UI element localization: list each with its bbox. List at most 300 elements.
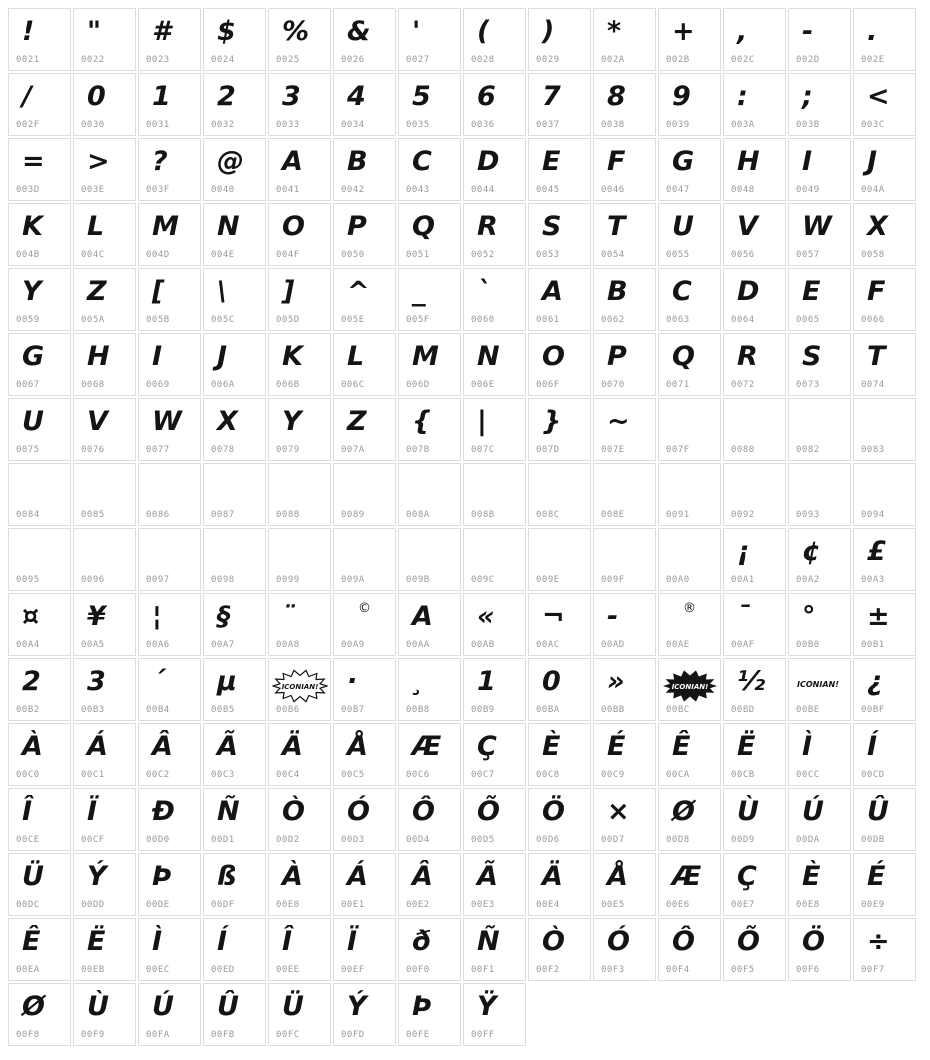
glyph-cell-00A4[interactable] (8, 593, 71, 656)
glyph: Þ (152, 861, 173, 892)
glyph-cell-007F[interactable] (658, 398, 721, 461)
glyph-cell-00F7[interactable] (853, 918, 916, 981)
glyph (217, 529, 263, 575)
glyph-cell-00D1[interactable] (203, 788, 266, 851)
glyph: Ú (152, 991, 174, 1022)
glyph-cell-009C[interactable] (463, 528, 526, 591)
glyph-cell-0058[interactable] (853, 203, 916, 266)
glyph-cell-00B1[interactable] (853, 593, 916, 656)
glyph-cell-003B[interactable] (788, 73, 851, 136)
glyph-cell-0021[interactable] (8, 8, 71, 71)
glyph: ± (867, 601, 890, 632)
glyph-cell-0061[interactable] (528, 268, 591, 331)
glyph-cell-00DF[interactable] (203, 853, 266, 916)
glyph-cell-0044[interactable] (463, 138, 526, 201)
codepoint-label: 0056 (731, 250, 755, 260)
codepoint-label: 009F (601, 575, 625, 585)
glyph-cell-00CA[interactable] (658, 723, 721, 786)
codepoint-label: 00A7 (211, 640, 235, 650)
glyph-cell-009B[interactable] (398, 528, 461, 591)
glyph-cell-00E3[interactable] (463, 853, 526, 916)
glyph-cell-007A[interactable] (333, 398, 396, 461)
codepoint-label: 009C (471, 575, 495, 585)
glyph-cell-0093[interactable] (788, 463, 851, 526)
glyph-cell-005A[interactable] (73, 268, 136, 331)
codepoint-label: 00A0 (666, 575, 690, 585)
glyph (672, 399, 718, 445)
glyph-cell-00D0[interactable] (138, 788, 201, 851)
glyph-cell-002D[interactable] (788, 8, 851, 71)
glyph-cell-00AB[interactable] (463, 593, 526, 656)
glyph-cell-0073[interactable] (788, 333, 851, 396)
codepoint-label: 0054 (601, 250, 625, 260)
glyph-cell-0028[interactable] (463, 8, 526, 71)
glyph-cell-00FF[interactable] (463, 983, 526, 1046)
glyph-cell-0036[interactable] (463, 73, 526, 136)
glyph-cell-006A[interactable] (203, 333, 266, 396)
glyph (607, 529, 653, 575)
glyph-cell-006F[interactable] (528, 333, 591, 396)
glyph-cell-0040[interactable] (203, 138, 266, 201)
glyph-cell-00B9[interactable] (463, 658, 526, 721)
glyph-cell-00DD[interactable] (73, 853, 136, 916)
glyph-cell-0097[interactable] (138, 528, 201, 591)
glyph-cell-00B2[interactable] (8, 658, 71, 721)
glyph-cell-00F3[interactable] (593, 918, 656, 981)
glyph-cell-00C6[interactable] (398, 723, 461, 786)
glyph-cell-0075[interactable] (8, 398, 71, 461)
glyph-cell-00ED[interactable] (203, 918, 266, 981)
glyph-cell-00CD[interactable] (853, 723, 916, 786)
glyph-cell-00A1[interactable] (723, 528, 786, 591)
codepoint-label: 0029 (536, 55, 560, 65)
glyph-cell-0022[interactable] (73, 8, 136, 71)
glyph-cell-00CE[interactable] (8, 788, 71, 851)
glyph-cell-0077[interactable] (138, 398, 201, 461)
glyph-cell-003C[interactable] (853, 73, 916, 136)
glyph-cell-0091[interactable] (658, 463, 721, 526)
glyph-cell-00E2[interactable] (398, 853, 461, 916)
glyph-cell-00C5[interactable] (333, 723, 396, 786)
glyph-cell-008B[interactable] (463, 463, 526, 526)
glyph-cell-0038[interactable] (593, 73, 656, 136)
glyph-cell-00A5[interactable] (73, 593, 136, 656)
glyph-cell-003A[interactable] (723, 73, 786, 136)
glyph-cell-0083[interactable] (853, 398, 916, 461)
glyph-cell-005E[interactable] (333, 268, 396, 331)
glyph-cell-008A[interactable] (398, 463, 461, 526)
glyph-cell-0074[interactable] (853, 333, 916, 396)
glyph-cell-0030[interactable] (73, 73, 136, 136)
glyph-cell-003E[interactable] (73, 138, 136, 201)
glyph: V (87, 406, 108, 437)
codepoint-label: 00EF (341, 965, 365, 975)
glyph-cell-005B[interactable] (138, 268, 201, 331)
glyph-cell-0068[interactable] (73, 333, 136, 396)
glyph-cell-00FC[interactable] (268, 983, 331, 1046)
glyph-cell-00CC[interactable] (788, 723, 851, 786)
glyph: Ü (282, 991, 304, 1022)
glyph-cell-0092[interactable] (723, 463, 786, 526)
glyph: H (87, 341, 110, 372)
glyph-cell-0043[interactable] (398, 138, 461, 201)
glyph-cell-0025[interactable] (268, 8, 331, 71)
glyph-cell-0029[interactable] (528, 8, 591, 71)
glyph-cell-0033[interactable] (268, 73, 331, 136)
codepoint-label: 00E9 (861, 900, 885, 910)
glyph-cell-00D4[interactable] (398, 788, 461, 851)
glyph-cell-007D[interactable] (528, 398, 591, 461)
glyph-cell-0024[interactable] (203, 8, 266, 71)
glyph: B (607, 276, 628, 307)
glyph-cell-00FE[interactable] (398, 983, 461, 1046)
glyph-cell-00F9[interactable] (73, 983, 136, 1046)
glyph: ~ (607, 406, 630, 437)
glyph (802, 464, 848, 510)
glyph: 7 (542, 81, 561, 112)
glyph-cell-002A[interactable] (593, 8, 656, 71)
codepoint-label: 003A (731, 120, 755, 130)
glyph: À (282, 861, 303, 892)
glyph: Ô (672, 926, 695, 957)
codepoint-label: 00C5 (341, 770, 365, 780)
glyph: 3 (282, 81, 301, 112)
glyph-cell-004D[interactable] (138, 203, 201, 266)
glyph-cell-004F[interactable] (268, 203, 331, 266)
glyph-cell-0045[interactable] (528, 138, 591, 201)
glyph-cell-0087[interactable] (203, 463, 266, 526)
glyph-cell-00B7[interactable] (333, 658, 396, 721)
glyph-cell-0050[interactable] (333, 203, 396, 266)
glyph-cell-00F2[interactable] (528, 918, 591, 981)
glyph-cell-00EF[interactable] (333, 918, 396, 981)
glyph-cell-00BB[interactable] (593, 658, 656, 721)
glyph-cell-009E[interactable] (528, 528, 591, 591)
glyph-cell-006B[interactable] (268, 333, 331, 396)
glyph-cell-009A[interactable] (333, 528, 396, 591)
glyph-cell-00A0[interactable] (658, 528, 721, 591)
glyph-cell-00C1[interactable] (73, 723, 136, 786)
glyph-cell-00FD[interactable] (333, 983, 396, 1046)
glyph (737, 464, 783, 510)
glyph-cell-002B[interactable] (658, 8, 721, 71)
codepoint-label: 0082 (796, 445, 820, 455)
glyph-cell-0060[interactable] (463, 268, 526, 331)
glyph-cell-008C[interactable] (528, 463, 591, 526)
glyph-cell-00BE[interactable] (788, 658, 851, 721)
glyph-cell-00AA[interactable] (398, 593, 461, 656)
glyph-cell-00DC[interactable] (8, 853, 71, 916)
glyph-cell-007E[interactable] (593, 398, 656, 461)
codepoint-label: 00D5 (471, 835, 495, 845)
glyph-cell-0047[interactable] (658, 138, 721, 201)
glyph: Æ (672, 861, 702, 892)
codepoint-label: 0035 (406, 120, 430, 130)
glyph-cell-0071[interactable] (658, 333, 721, 396)
glyph-cell-006D[interactable] (398, 333, 461, 396)
glyph-cell-0034[interactable] (333, 73, 396, 136)
glyph-cell-00DA[interactable] (788, 788, 851, 851)
glyph-cell-0069[interactable] (138, 333, 201, 396)
glyph-cell-00BF[interactable] (853, 658, 916, 721)
codepoint-label: 00D6 (536, 835, 560, 845)
glyph-cell-0054[interactable] (593, 203, 656, 266)
glyph-cell-0098[interactable] (203, 528, 266, 591)
glyph-cell-0080[interactable] (723, 398, 786, 461)
glyph-cell-0088[interactable] (268, 463, 331, 526)
glyph-cell-005F[interactable] (398, 268, 461, 331)
glyph-cell-00F0[interactable] (398, 918, 461, 981)
codepoint-label: 00CD (861, 770, 885, 780)
glyph-cell-00EA[interactable] (8, 918, 71, 981)
codepoint-label: 00A9 (341, 640, 365, 650)
iconian-burst-outline-icon (272, 669, 328, 703)
glyph-cell-00A9[interactable] (333, 593, 396, 656)
codepoint-label: 00DD (81, 900, 105, 910)
codepoint-label: 004F (276, 250, 300, 260)
glyph-cell-00C2[interactable] (138, 723, 201, 786)
glyph-cell-00EC[interactable] (138, 918, 201, 981)
glyph-cell-00B4[interactable] (138, 658, 201, 721)
glyph-cell-00F5[interactable] (723, 918, 786, 981)
glyph-cell-00C0[interactable] (8, 723, 71, 786)
glyph-cell-00AD[interactable] (593, 593, 656, 656)
glyph-cell-0072[interactable] (723, 333, 786, 396)
glyph-cell-00B3[interactable] (73, 658, 136, 721)
glyph: Æ (412, 731, 442, 762)
glyph-cell-00F1[interactable] (463, 918, 526, 981)
glyph-cell-007C[interactable] (463, 398, 526, 461)
glyph-cell-0096[interactable] (73, 528, 136, 591)
glyph-cell-0049[interactable] (788, 138, 851, 201)
glyph-cell-004C[interactable] (73, 203, 136, 266)
glyph-cell-00D6[interactable] (528, 788, 591, 851)
glyph-cell-0079[interactable] (268, 398, 331, 461)
glyph-cell-0059[interactable] (8, 268, 71, 331)
glyph: Q (412, 211, 435, 242)
glyph-cell-002F[interactable] (8, 73, 71, 136)
glyph-cell-0095[interactable] (8, 528, 71, 591)
codepoint-label: 0040 (211, 185, 235, 195)
glyph-cell-0051[interactable] (398, 203, 461, 266)
glyph-cell-00E4[interactable] (528, 853, 591, 916)
glyph-cell-00F6[interactable] (788, 918, 851, 981)
glyph (412, 464, 458, 510)
glyph-cell-0027[interactable] (398, 8, 461, 71)
glyph-cell-00A3[interactable] (853, 528, 916, 591)
glyph-cell-00C9[interactable] (593, 723, 656, 786)
glyph-cell-0055[interactable] (658, 203, 721, 266)
glyph-cell-0099[interactable] (268, 528, 331, 591)
glyph-cell-00EB[interactable] (73, 918, 136, 981)
glyph-cell-00A8[interactable] (268, 593, 331, 656)
glyph: A (412, 601, 433, 632)
glyph: J (217, 341, 228, 372)
glyph-cell-00CF[interactable] (73, 788, 136, 851)
glyph-cell-00B0[interactable] (788, 593, 851, 656)
glyph: ° (802, 601, 816, 632)
glyph-cell-004A[interactable] (853, 138, 916, 201)
glyph-cell-0086[interactable] (138, 463, 201, 526)
glyph-cell-0084[interactable] (8, 463, 71, 526)
glyph-cell-00D9[interactable] (723, 788, 786, 851)
glyph-cell-007B[interactable] (398, 398, 461, 461)
glyph-cell-0082[interactable] (788, 398, 851, 461)
glyph-cell-0048[interactable] (723, 138, 786, 201)
glyph-cell-004B[interactable] (8, 203, 71, 266)
glyph-cell-002E[interactable] (853, 8, 916, 71)
glyph-cell-0070[interactable] (593, 333, 656, 396)
glyph-cell-00F4[interactable] (658, 918, 721, 981)
glyph-cell-00B8[interactable] (398, 658, 461, 721)
glyph: Á (87, 731, 108, 762)
glyph-cell-00DE[interactable] (138, 853, 201, 916)
glyph: Ð (152, 796, 175, 827)
svg-text:ICONIAN!: ICONIAN! (281, 683, 319, 691)
glyph-cell-0076[interactable] (73, 398, 136, 461)
glyph-cell-006E[interactable] (463, 333, 526, 396)
glyph-cell-00DB[interactable] (853, 788, 916, 851)
glyph-cell-00CB[interactable] (723, 723, 786, 786)
glyph-cell-0067[interactable] (8, 333, 71, 396)
codepoint-label: 00B5 (211, 705, 235, 715)
codepoint-label: 00B2 (16, 705, 40, 715)
glyph-cell-00C3[interactable] (203, 723, 266, 786)
glyph-cell-00A6[interactable] (138, 593, 201, 656)
glyph: Â (152, 731, 173, 762)
glyph-cell-00D5[interactable] (463, 788, 526, 851)
glyph-cell-00E8[interactable] (788, 853, 851, 916)
glyph-cell-00BA[interactable] (528, 658, 591, 721)
glyph-cell-0064[interactable] (723, 268, 786, 331)
glyph-cell-0063[interactable] (658, 268, 721, 331)
glyph-cell-00A7[interactable] (203, 593, 266, 656)
glyph-cell-00AC[interactable] (528, 593, 591, 656)
glyph-cell-00B6[interactable] (268, 658, 331, 721)
glyph-cell-0056[interactable] (723, 203, 786, 266)
glyph: Ÿ (477, 991, 497, 1022)
codepoint-label: 005D (276, 315, 300, 325)
glyph-cell-003F[interactable] (138, 138, 201, 201)
glyph-cell-0053[interactable] (528, 203, 591, 266)
codepoint-label: 00A1 (731, 575, 755, 585)
glyph-cell-0052[interactable] (463, 203, 526, 266)
glyph-cell-00A2[interactable] (788, 528, 851, 591)
glyph-cell-003D[interactable] (8, 138, 71, 201)
glyph-cell-00F8[interactable] (8, 983, 71, 1046)
codepoint-label: 00CF (81, 835, 105, 845)
codepoint-label: 002C (731, 55, 755, 65)
glyph-cell-00E6[interactable] (658, 853, 721, 916)
glyph: © (358, 601, 371, 616)
glyph-cell-00D3[interactable] (333, 788, 396, 851)
glyph-cell-0031[interactable] (138, 73, 201, 136)
glyph-cell-00D7[interactable] (593, 788, 656, 851)
glyph: ] (282, 276, 295, 307)
glyph-cell-004E[interactable] (203, 203, 266, 266)
glyph: F (867, 276, 886, 307)
glyph: S (542, 211, 562, 242)
glyph-cell-0037[interactable] (528, 73, 591, 136)
glyph-cell-00E7[interactable] (723, 853, 786, 916)
glyph-cell-00D8[interactable] (658, 788, 721, 851)
codepoint-label: 0036 (471, 120, 495, 130)
glyph: Z (347, 406, 367, 437)
codepoint-label: 00DC (16, 900, 40, 910)
glyph-cell-00D2[interactable] (268, 788, 331, 851)
glyph-cell-0026[interactable] (333, 8, 396, 71)
glyph-cell-009F[interactable] (593, 528, 656, 591)
glyph-cell-0094[interactable] (853, 463, 916, 526)
glyph-cell-00FB[interactable] (203, 983, 266, 1046)
glyph-cell-0066[interactable] (853, 268, 916, 331)
glyph: ¯ (737, 601, 751, 632)
glyph-cell-00C4[interactable] (268, 723, 331, 786)
glyph-cell-00E5[interactable] (593, 853, 656, 916)
codepoint-label: 0063 (666, 315, 690, 325)
glyph-cell-0032[interactable] (203, 73, 266, 136)
glyph: & (347, 16, 371, 47)
glyph: / (22, 81, 32, 112)
glyph-cell-00E9[interactable] (853, 853, 916, 916)
codepoint-label: 0089 (341, 510, 365, 520)
glyph-cell-0057[interactable] (788, 203, 851, 266)
codepoint-label: 0032 (211, 120, 235, 130)
glyph: Ò (282, 796, 305, 827)
glyph-cell-005D[interactable] (268, 268, 331, 331)
glyph-cell-0085[interactable] (73, 463, 136, 526)
glyph-cell-0078[interactable] (203, 398, 266, 461)
glyph-cell-00E1[interactable] (333, 853, 396, 916)
glyph-cell-008E[interactable] (593, 463, 656, 526)
codepoint-label: 007C (471, 445, 495, 455)
glyph-cell-00BC[interactable] (658, 658, 721, 721)
glyph: " (87, 16, 102, 47)
glyph-cell-0039[interactable] (658, 73, 721, 136)
glyph-cell-0035[interactable] (398, 73, 461, 136)
glyph-cell-002C[interactable] (723, 8, 786, 71)
glyph-cell-00E0[interactable] (268, 853, 331, 916)
codepoint-label: 009E (536, 575, 560, 585)
glyph-cell-00BD[interactable] (723, 658, 786, 721)
glyph-cell-0089[interactable] (333, 463, 396, 526)
glyph-cell-00C8[interactable] (528, 723, 591, 786)
codepoint-label: 008E (601, 510, 625, 520)
glyph-cell-0041[interactable] (268, 138, 331, 201)
glyph: 3 (87, 666, 106, 697)
glyph-cell-00C7[interactable] (463, 723, 526, 786)
glyph-cell-0046[interactable] (593, 138, 656, 201)
codepoint-label: 007A (341, 445, 365, 455)
codepoint-label: 002E (861, 55, 885, 65)
codepoint-label: 00FC (276, 1030, 300, 1040)
glyph-cell-0062[interactable] (593, 268, 656, 331)
codepoint-label: 0092 (731, 510, 755, 520)
codepoint-label: 00FA (146, 1030, 170, 1040)
glyph-cell-006C[interactable] (333, 333, 396, 396)
codepoint-label: 0048 (731, 185, 755, 195)
glyph-cell-00FA[interactable] (138, 983, 201, 1046)
glyph (347, 529, 393, 575)
glyph-cell-0023[interactable] (138, 8, 201, 71)
glyph-cell-0042[interactable] (333, 138, 396, 201)
glyph-cell-00EE[interactable] (268, 918, 331, 981)
glyph-cell-00AE[interactable] (658, 593, 721, 656)
glyph-cell-0065[interactable] (788, 268, 851, 331)
glyph-cell-00B5[interactable] (203, 658, 266, 721)
glyph-cell-005C[interactable] (203, 268, 266, 331)
glyph-cell-00AF[interactable] (723, 593, 786, 656)
